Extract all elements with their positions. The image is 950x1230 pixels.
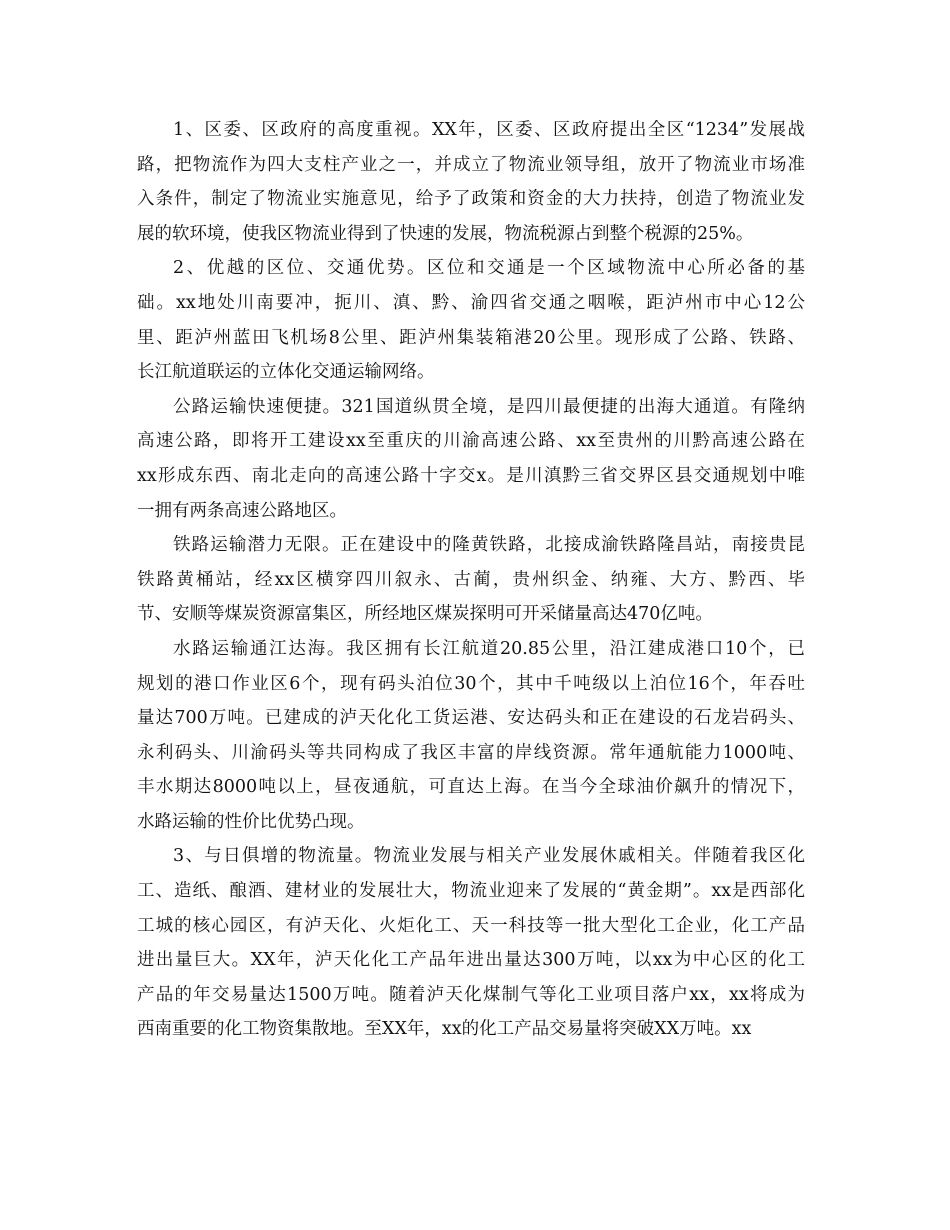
text-line: xx形成东西、南北走向的高速公路十字交x。是川滇黔三省交界区县交通规划中唯 — [137, 465, 805, 486]
text-line: 路，把物流作为四大支柱产业之一，并成立了物流业领导组，放开了物流业市场准 — [137, 154, 805, 175]
text-line: 入条件，制定了物流业实施意见，给予了政策和资金的大力扶持，创造了物流业发 — [137, 189, 805, 210]
text-line: 水路运输的性价比优势凸现。 — [137, 811, 365, 832]
text-line: 进出量巨大。XX年，泸天化化工产品年进出量达300万吨，以xx为中心区的化工 — [137, 950, 805, 971]
text-line: 里、距泸州蓝田飞机场8公里、距泸州集装箱港20公里。现形成了公路、铁路、 — [137, 327, 805, 348]
paragraph — [137, 528, 805, 632]
document-body — [137, 113, 805, 1047]
text-line: 永利码头、川渝码头等共同构成了我区丰富的岸线资源。常年通航能力1000吨、 — [137, 742, 805, 763]
paragraph — [137, 390, 805, 528]
text-line: 丰水期达8000吨以上，昼夜通航，可直达上海。在当今全球油价飙升的情况下， — [137, 777, 805, 798]
text-line: 一拥有两条高速公路地区。 — [137, 500, 347, 521]
text-line: 1、区委、区政府的高度重视。XX年，区委、区政府提出全区“1234”发展战 — [173, 120, 805, 140]
text-line: 节、安顺等煤炭资源富集区，所经地区煤炭探明可开采储量高达470亿吨。 — [137, 604, 713, 625]
text-line: 铁路黄桶站，经xx区横穿四川叙永、古蔺，贵州织金、纳雍、大方、黔西、毕 — [137, 569, 805, 590]
text-line: 水路运输通江达海。我区拥有长江航道20.85公里，沿江建成港口10个，已 — [173, 638, 805, 659]
text-line: 公路运输快速便捷。321国道纵贯全境，是四川最便捷的出海大通道。有隆纳 — [173, 396, 805, 417]
paragraph — [137, 113, 805, 251]
text-line: 础。xx地处川南要冲，扼川、滇、黔、渝四省交通之咽喉，距泸州市中心12公 — [137, 292, 805, 313]
paragraph — [137, 251, 805, 389]
paragraph — [137, 632, 805, 840]
text-line: 工城的核心园区，有泸天化、火炬化工、天一科技等一批大型化工企业，化工产品 — [137, 915, 805, 936]
text-line: 展的软环境，使我区物流业得到了快速的发展，物流税源占到整个税源的25%。 — [137, 223, 754, 244]
text-line: 2、优越的区位、交通优势。区位和交通是一个区域物流中心所必备的基 — [173, 258, 805, 279]
text-line: 长江航道联运的立体化交通运输网络。 — [137, 362, 435, 383]
text-line: 产品的年交易量达1500万吨。随着泸天化煤制气等化工业项目落户xx，xx将成为 — [137, 984, 805, 1005]
text-line: 量达700万吨。已建成的泸天化化工货运港、安达码头和正在建设的石龙岩码头、 — [137, 708, 805, 729]
text-line: 规划的港口作业区6个，现有码头泊位30个，其中千吨级以上泊位16个，年吞吐 — [137, 673, 805, 694]
text-line: 高速公路，即将开工建设xx至重庆的川渝高速公路、xx至贵州的川黔高速公路在 — [137, 431, 805, 452]
text-line: 铁路运输潜力无限。正在建设中的隆黄铁路，北接成渝铁路隆昌站，南接贵昆 — [173, 535, 805, 556]
text-line: 西南重要的化工物资集散地。至XX年，xx的化工产品交易量将突破XX万吨。xx — [137, 1019, 752, 1040]
text-line: 3、与日俱增的物流量。物流业发展与相关产业发展休戚相关。伴随着我区化 — [173, 846, 805, 867]
paragraph — [137, 839, 805, 1047]
text-line: 工、造纸、酿酒、建材业的发展壮大，物流业迎来了发展的“黄金期”。xx是西部化 — [137, 881, 805, 902]
